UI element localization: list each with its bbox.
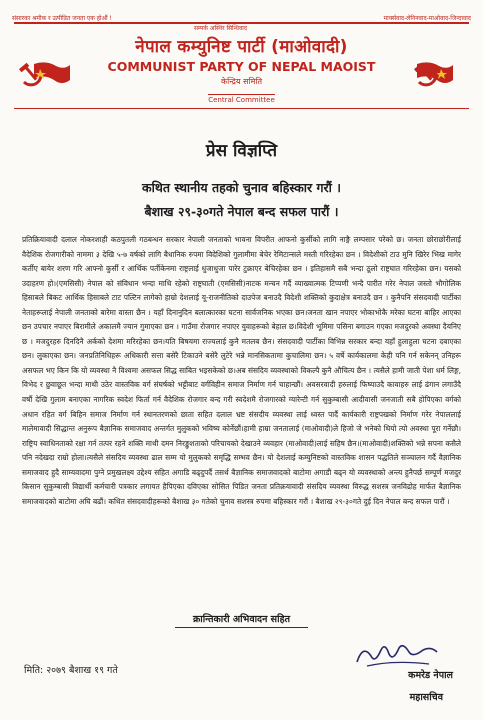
- committee-nepali: केन्द्रिय समिति: [220, 77, 262, 86]
- top-slogan-right: मार्क्सवाद-लेनिनवाद-माओवाद-जिन्दावाद: [383, 15, 471, 22]
- document-date: मिति: २०७९ बैशाख १९ गते: [24, 665, 118, 676]
- signatory-name: कमरेड नेपाल: [408, 670, 453, 681]
- signature-icon: [353, 640, 439, 670]
- closing-salutation: क्रान्तिकारी अभिवादन सहित: [192, 614, 291, 625]
- header-rule-top: [14, 22, 469, 24]
- document-title: प्रेस विज्ञप्ति: [205, 141, 278, 161]
- top-slogan-center: सम्पर्क अस्थिर सिन्धिवाद: [194, 25, 248, 32]
- closing-underline: [175, 627, 308, 628]
- hammer-sickle-right-icon: [413, 60, 439, 88]
- party-name-english: COMMUNIST PARTY OF NEPAL MAOIST: [107, 59, 376, 74]
- committee-english: Central Committee: [208, 96, 275, 104]
- red-flag-left-icon: [32, 60, 72, 88]
- document-body: प्रतिक्रियावादी दलाल नोकरशाही कठपुतली गठबन्धन सरकार नेपाली जनताको भावना विपरीत आफनो कुर्सीको लागि नाङ्गै लम्पसार परेको छ। जनता छोराछोरीलाई वैदेशिक रोजगारीको नाममा ३ देखि ५-७ वर्षको लागि बैधानिक रुपमा विदेशिको गुलामीमा बेचेर रेमिटान्सले मस्ती गरिरहेका छन । विदेशीको टाउ मुनि खिरेर भिख मागेर कर्तीए बायेर शरण गरि आफ्नो कुर्सी र आर्थिक पर्तीकेनमा राष्ट्रलाई धुजाधुजा पारेर टुक्राएर बेचिरहेका छन । इतिहासमै सबै भन्दा ठूलो राष्ट्रघात गरिरहेका छन। यसको उदाहरण हो।(एमसिसी) नेपाल को संविधान भन्दा माथि रहेको राष्ट्रघाती (एमसिसी)नाटक मन्चन गर्दै व्याख्यात्मक टिप्पणी भन्दै पारीत गरेर नेपाल जस्तो भौगोलिक हिसाबले बिकट आर्थिक हिसाबले टाट पल्टिन लागेको हाम्रो देशलाई यू-राजनीतिको दाउपेज बनाउदै विदेशी शक्तिको कुदाक्षेत्र बनाउदै छन । कुनैपनि संसदवादी पार्टीका नेताहरूलाई नेपाली जनताको बारेमा वास्ता छैन । यहाँ दिनानुदिन बलात्कारका घटना सार्वजनिक भएका छन।जनता खान नपाएर भोकाभोकै मरेका घटना बाहिर आएका छन उपचार नपाएर बिरामीले अकालमै ज्यान गुमाएका छन । गाउँमा रोजगार नपाएर युवाहरूको बेहाल छ।विदेशी भूमिमा पसिना बगाउन गएका मजदुरको अवस्था दैयनिए छ । मजदुरहरु दिनदिनै अर्कको देशमा मरिरहेका छन।यति बिषयमा राज्यलाई कुनै मतलब छैन। संसदवादी पार्टीका विभिन्न सरकार बन्दा यहाँ हुलाहुला घटना दबाएका छन। लुकाएका छन। जनप्रतिनिधिहरू अधिकारी सत्ता बसेरै टिकाउने बसेरै लुटेरे भन्ने मानसिकतामा कुचालिमा छन। ५ वर्षे कार्यकालमा केही पनि गर्न सकेनन् उनिहरू असफल भए किन कि यो व्यवस्था नै विश्वमा असफल सिद्ध साबित भइसकेको छ।अब संसदिय व्यवस्थाको विकल्पै कुनै औचित्य छैन । त्यसैले हामी जाती पेशा धर्म लिङ्ग, विभेद र छुवाछूत भन्दा माथी उठेर वास्तविक वर्ग संघर्षको भट्टीबाट वर्गविहीन समाज निर्माण गर्न चाहान्छौं। अवसरवादी हरुलाई फिष्याउदै कावाहरु लाई ढंगान लगाउँदै वर्षौ देखि गुलाम बनाएका नागरिक स्वदेश फिर्ता गर्न वैदेशिक रोजगार बन्द गरी स्वदेशमै रोजगारको ग्यारेन्टी गर्न सुकुम्बासी आदीवासी जनजाती सबै होपिएका वर्गको अधान रहित वर्ग बिहिन समाज निर्माण गर्न स्थानतरणको छाता सहित दलाल भ्रष्ट संसदीय व्यवस्था लाई ध्वस्त पार्दै कार्यकारी राष्ट्रपखको निर्माण गरेर नेपाललाई मालेमावादी सिद्धान्त अनुरूप बैज्ञानिक समाजवाद अन्तर्गत मुलुकको भविष्य कोर्नेछौं।हामी हाम्रा जनतालाई (माओवादी)ले हिजो जे भनेको थियो त्यो अवस्था पूरा गर्नेछौ। राष्ट्रिय स्वाधिनताको रक्षा गर्न तत्पर रहने शक्ति माथी दमन निरङ्कुशताको परिचायको देखाउने व्यवहार (माओवादी)लाई सहिष छैन।(माओवादी)शक्तिको भन्ने सपना कसैले पनि नदेखदा राम्रो होला।त्यसैले संसदिय व्यवस्था ढाल सम्म यो मुलुकको समृद्धि सम्भव छैन। यो देशलाई कम्युनिष्टको वास्तविक शासन पद्धतिले सञ्चालन गर्दै वैज्ञानिक समाजवाद हुदै साम्यवादमा पुग्ने प्रमुखलक्ष्य उद्देश्य सहित अगाडि बढ्दुपर्दै तसर्थ बैज्ञानिक समाजवादको बाटोमा अगाडी बढ्न यो व्यवस्थाको अन्त्य हुनैपर्छ सम्पूर्ण मजदुर किसान सुकुम्बासी विद्यार्थी कर्मचारी पत्रकार लगायत हैपिएका दविएका सोसित पिडित जनता प्रतिक्रयावादी संसदिय व्यवस्था विरुद्ध सशस्त्र जनविद्रोह मार्फत बैज्ञानिक समाजवादको बाटोमा अघि बढौं। कथित संसदवादीहरूको बैशाख ३० गतेको चुनाव सशस्त्र रुपमा बहिस्कार गरौं । बैशाख २९-३०गते दुई दिन नेपाल बन्द सफल पारौं ।: [22, 235, 461, 506]
- document-subtitle-2: बैशाख २९-३०गते नेपाल बन्द सफल पारौं ।: [144, 204, 339, 219]
- party-name-nepali: नेपाल कम्युनिष्ट पार्टी (माओवादी): [135, 37, 348, 57]
- header-rule-bottom: [14, 108, 469, 109]
- signatory-title: महासचिव: [409, 692, 443, 703]
- top-slogan-left: संसारका श्रमीक र उत्पीडित जनता एक होऔं !: [12, 15, 112, 22]
- document-subtitle-1: कथित स्थानीय तहको चुनाव बहिस्कार गरौं ।: [142, 180, 341, 195]
